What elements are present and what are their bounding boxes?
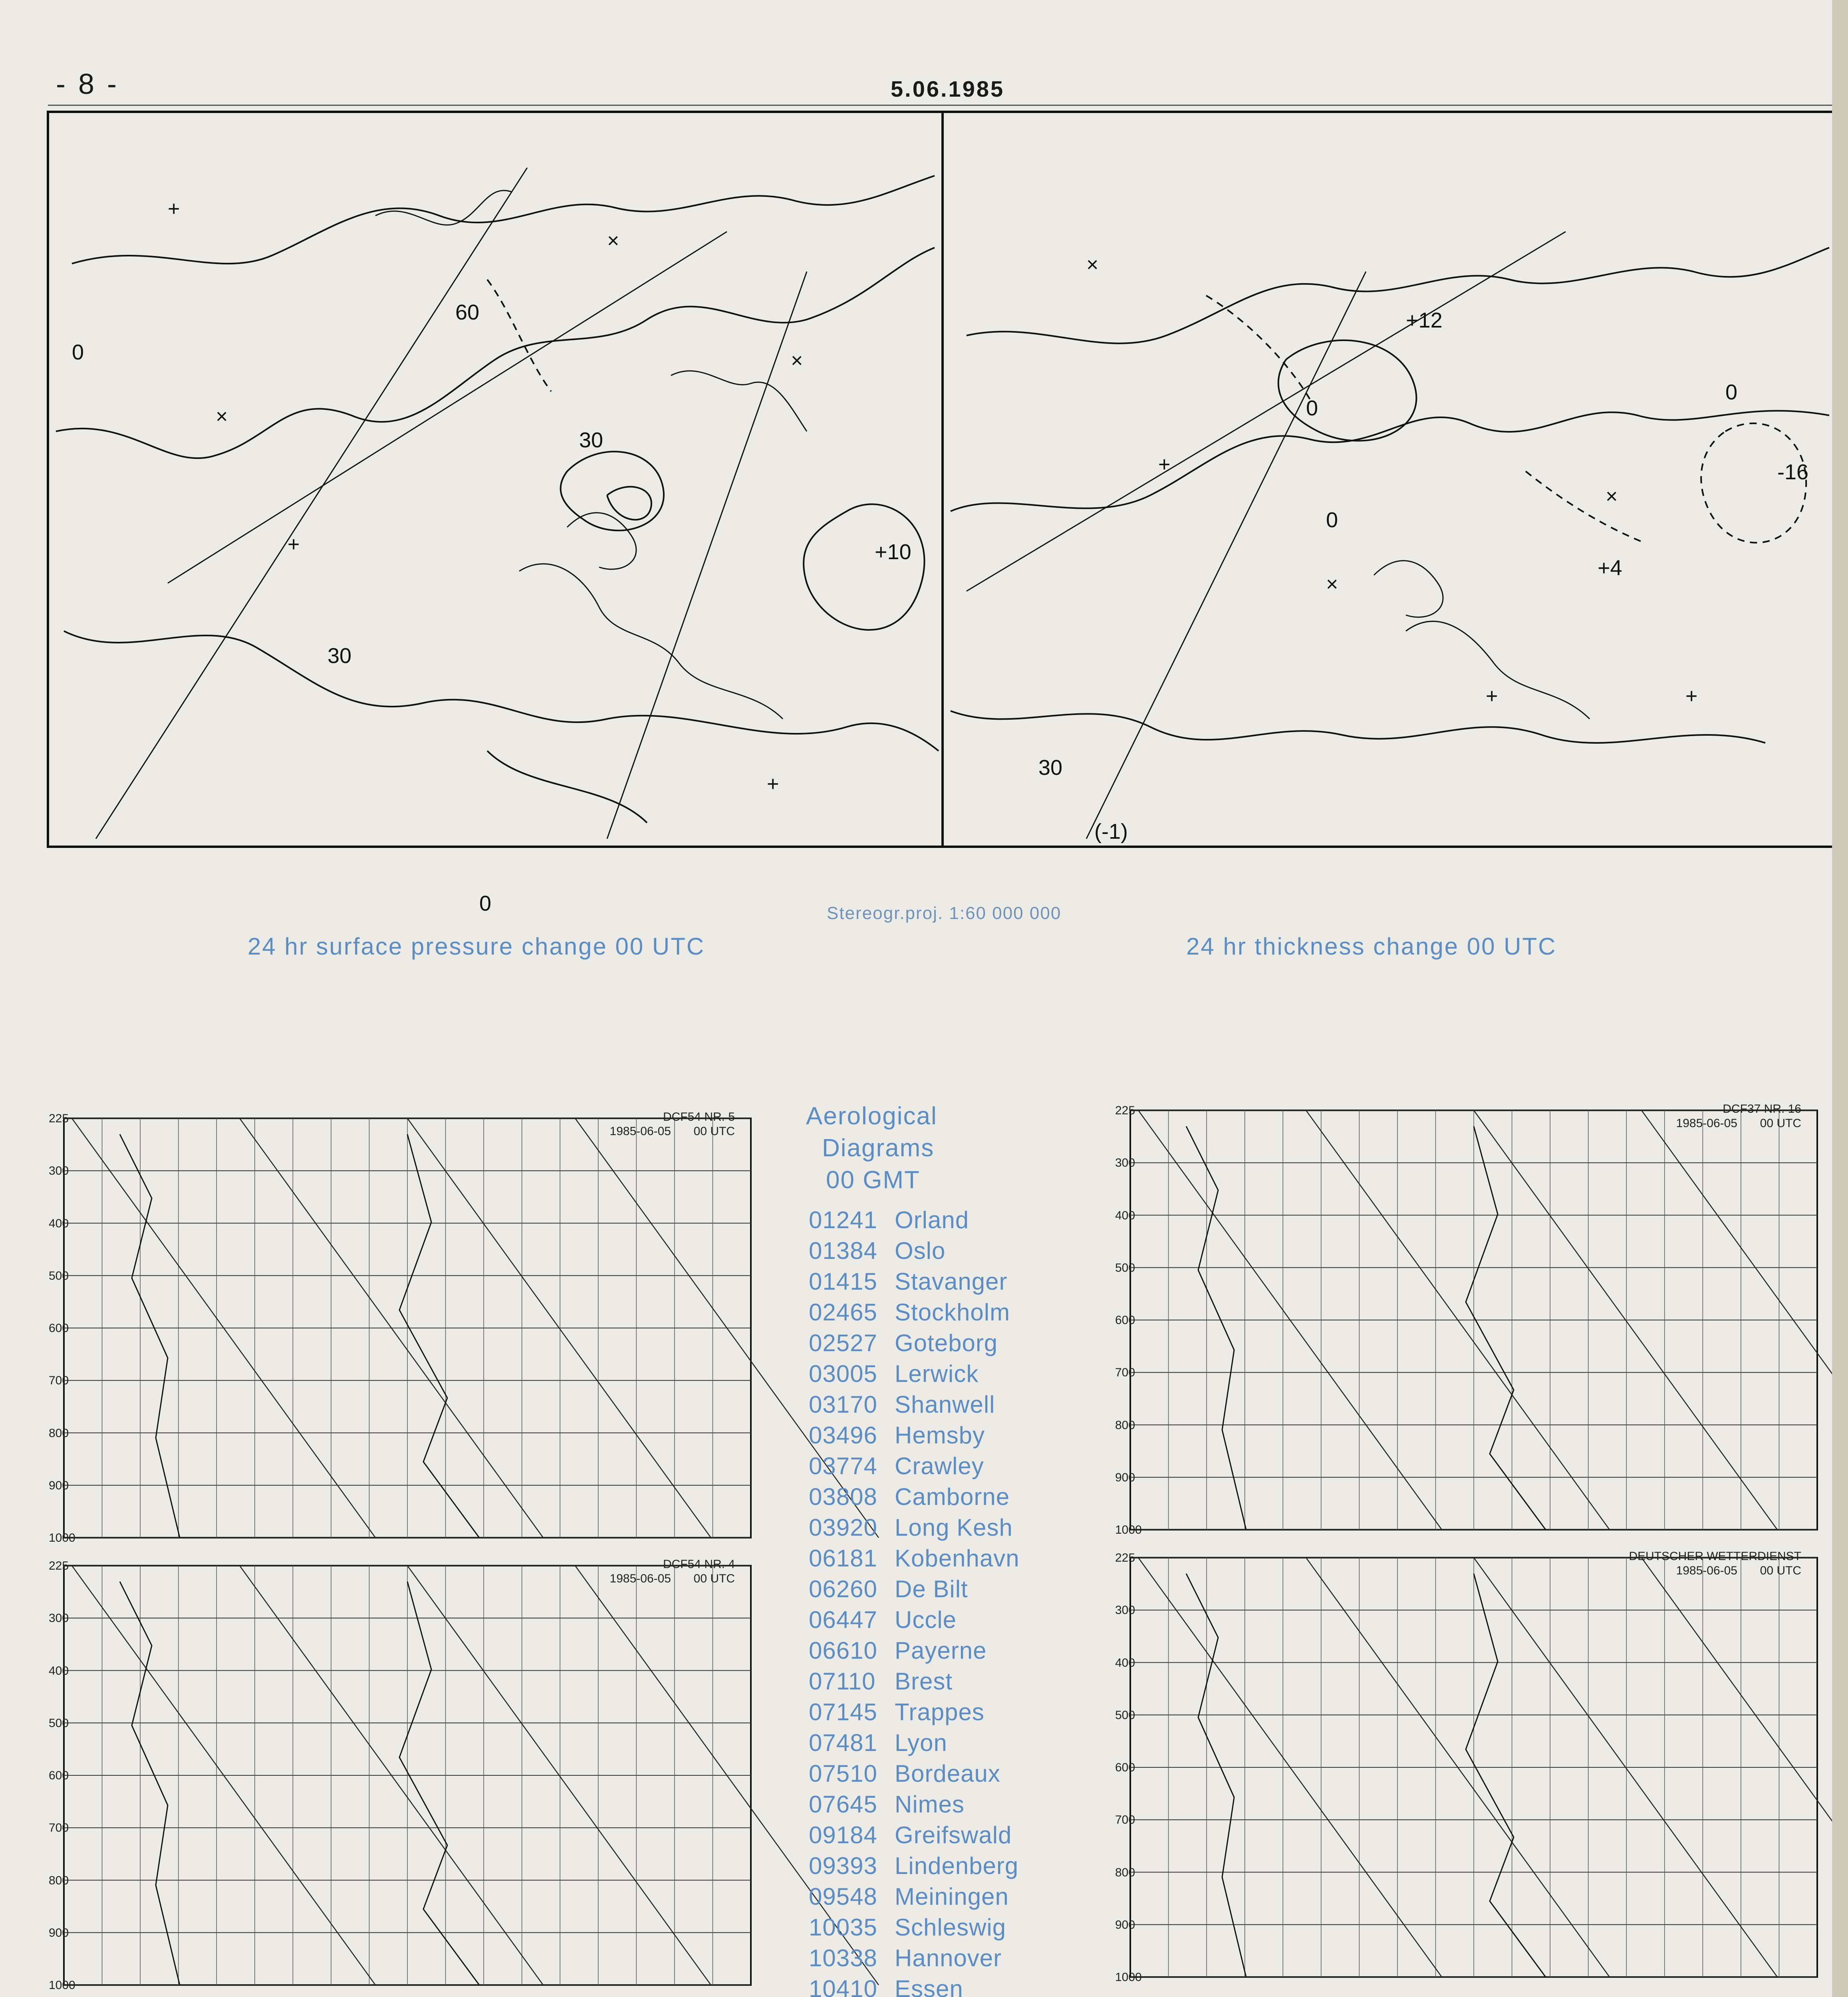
pressure-level-label: 400	[1115, 1209, 1135, 1222]
station-row	[809, 1944, 1002, 1972]
diagram-header: DEUTSCHER WETTERDIENST	[1629, 1550, 1801, 1563]
station-number: 01415	[809, 1268, 877, 1295]
right-map-caption: 24 hr thickness change 00 UTC	[1186, 933, 1557, 960]
pressure-level-label: 700	[1115, 1366, 1135, 1380]
station-number: 10035	[809, 1914, 877, 1941]
pressure-level-label: 600	[49, 1769, 69, 1782]
station-row	[809, 1483, 1010, 1511]
diagram-date: 1985-06-05	[1676, 1564, 1737, 1577]
aerological-diagram	[48, 1558, 767, 1997]
svg-text:+: +	[288, 533, 300, 556]
station-name: Trappes	[895, 1699, 985, 1725]
station-number: 09548	[809, 1883, 877, 1910]
station-row	[809, 1791, 965, 1818]
station-number: 06447	[809, 1606, 877, 1633]
pressure-level-label: 300	[49, 1612, 69, 1625]
svg-text:30: 30	[1038, 756, 1063, 780]
pressure-level-label: 1000	[1115, 1971, 1142, 1984]
pressure-level-label: 225	[49, 1559, 69, 1572]
svg-text:0: 0	[72, 340, 84, 364]
pressure-level-label: 500	[1115, 1708, 1135, 1722]
diagram-grid	[48, 1558, 767, 1997]
station-name: Stockholm	[895, 1299, 1010, 1326]
station-number: 09184	[809, 1822, 877, 1848]
diagram-date: 1985-06-05	[609, 1125, 671, 1138]
svg-text:0: 0	[1326, 508, 1338, 532]
pressure-level-label: 225	[1115, 1551, 1135, 1564]
svg-text:×: ×	[791, 349, 803, 372]
svg-text:×: ×	[1326, 573, 1338, 596]
aerological-diagram	[1114, 1550, 1833, 1993]
station-name: Lerwick	[895, 1360, 979, 1387]
station-number: 07510	[809, 1760, 877, 1787]
page-number: - 8 -	[56, 68, 119, 100]
station-number: 06610	[809, 1637, 877, 1664]
station-name: Oslo	[895, 1237, 946, 1264]
station-row	[809, 1575, 968, 1603]
station-row	[809, 1821, 1012, 1849]
station-number: 10410	[809, 1975, 877, 1997]
pressure-level-label: 300	[1115, 1156, 1135, 1170]
svg-text:30: 30	[579, 428, 603, 452]
pressure-level-label: 300	[1115, 1604, 1135, 1617]
station-row	[809, 1729, 947, 1757]
binding-gutter	[1832, 0, 1848, 1997]
pressure-level-label: 800	[49, 1426, 69, 1440]
station-number: 09393	[809, 1852, 877, 1879]
diagram-header: DCF37 NR. 16	[1723, 1102, 1801, 1116]
station-number: 02465	[809, 1299, 877, 1326]
station-name: Goteborg	[895, 1330, 998, 1356]
station-name: Meiningen	[895, 1883, 1009, 1910]
pressure-level-label: 300	[49, 1164, 69, 1178]
projection-note: Stereogr.proj. 1:60 000 000	[827, 903, 1062, 923]
station-row	[809, 1975, 963, 1997]
station-name: Essen	[895, 1975, 963, 1997]
station-name: De Bilt	[895, 1576, 968, 1602]
station-number: 07481	[809, 1729, 877, 1756]
page-date: 5.06.1985	[891, 76, 1005, 101]
station-number: 01384	[809, 1237, 877, 1264]
svg-text:+: +	[168, 197, 180, 220]
svg-text:+: +	[1486, 685, 1498, 708]
station-number: 06181	[809, 1545, 877, 1572]
station-row	[809, 1637, 987, 1664]
svg-text:+: +	[1685, 685, 1698, 708]
pressure-level-label: 700	[1115, 1813, 1135, 1827]
svg-text:+4: +4	[1598, 556, 1622, 580]
pressure-level-label: 500	[49, 1716, 69, 1730]
pressure-level-label: 225	[1115, 1104, 1135, 1117]
svg-text:+: +	[767, 772, 779, 796]
station-name: Lindenberg	[895, 1852, 1019, 1879]
station-number: 03774	[809, 1453, 877, 1479]
station-row	[809, 1268, 1008, 1295]
aerological-title-line-1: Aerological	[806, 1102, 937, 1130]
aerological-title	[806, 1100, 937, 1196]
pressure-level-label: 900	[49, 1479, 69, 1492]
station-number: 03808	[809, 1483, 877, 1510]
svg-text:×: ×	[216, 405, 228, 428]
svg-text:60: 60	[455, 300, 480, 324]
aerological-title-line-3: 00 GMT	[826, 1166, 920, 1194]
station-name: Long Kesh	[895, 1514, 1013, 1541]
station-row	[809, 1883, 1009, 1910]
svg-text:0: 0	[479, 891, 492, 915]
station-number: 07110	[809, 1668, 876, 1695]
station-row	[809, 1514, 1013, 1541]
station-name: Crawley	[895, 1453, 984, 1479]
station-row	[809, 1452, 984, 1480]
svg-text:30: 30	[328, 644, 352, 668]
svg-text:-16: -16	[1777, 460, 1809, 484]
diagram-grid	[48, 1110, 767, 1554]
station-row	[809, 1237, 945, 1265]
station-name: Orland	[895, 1207, 969, 1233]
station-name: Camborne	[895, 1483, 1010, 1510]
pressure-level-label: 600	[49, 1322, 69, 1335]
station-number: 02527	[809, 1330, 877, 1356]
pressure-level-label: 500	[49, 1269, 69, 1282]
station-row	[809, 1914, 1006, 1941]
pressure-level-label: 700	[49, 1374, 69, 1388]
diagram-header: DCF54 NR. 5	[663, 1110, 735, 1124]
diagram-grid	[1114, 1550, 1833, 1993]
station-name: Hannover	[895, 1945, 1002, 1971]
pressure-level-label: 900	[49, 1926, 69, 1939]
station-row	[809, 1329, 998, 1357]
pressure-level-label: 800	[1115, 1418, 1135, 1432]
station-number: 07145	[809, 1699, 877, 1725]
svg-text:×: ×	[1086, 253, 1099, 276]
station-row	[809, 1544, 1020, 1572]
station-number: 03496	[809, 1422, 877, 1449]
svg-text:+12: +12	[1406, 308, 1443, 332]
pressure-level-label: 400	[49, 1664, 69, 1677]
diagram-date: 1985-06-05	[1676, 1117, 1737, 1130]
station-number: 06260	[809, 1576, 877, 1602]
diagram-date: 1985-06-05	[609, 1572, 671, 1585]
station-row	[809, 1606, 957, 1634]
svg-text:×: ×	[607, 229, 619, 252]
diagram-grid	[1114, 1102, 1833, 1546]
station-row	[809, 1360, 979, 1388]
svg-text:0: 0	[1306, 396, 1318, 420]
station-row	[809, 1391, 995, 1418]
aerological-title-line-2: Diagrams	[822, 1134, 935, 1162]
station-name: Kobenhavn	[895, 1545, 1020, 1572]
pressure-level-label: 800	[1115, 1866, 1135, 1879]
station-row	[809, 1421, 985, 1449]
aerological-diagram	[1114, 1102, 1833, 1546]
station-number: 03920	[809, 1514, 877, 1541]
station-name: Stavanger	[895, 1268, 1008, 1295]
pressure-level-label: 1000	[1115, 1523, 1142, 1536]
svg-text:×: ×	[1606, 485, 1618, 508]
station-row	[809, 1206, 969, 1234]
left-map-caption: 24 hr surface pressure change 00 UTC	[248, 933, 705, 960]
station-number: 03170	[809, 1391, 877, 1418]
svg-text:0: 0	[1725, 380, 1738, 404]
pressure-level-label: 600	[1115, 1314, 1135, 1327]
station-number: 07645	[809, 1791, 877, 1818]
station-row	[809, 1760, 1000, 1787]
station-number: 01241	[809, 1207, 877, 1233]
diagram-time: 00 UTC	[693, 1125, 735, 1138]
station-name: Bordeaux	[895, 1760, 1000, 1787]
top-rule	[48, 105, 1833, 106]
station-name: Nimes	[895, 1791, 965, 1818]
pressure-level-label: 900	[1115, 1918, 1135, 1931]
station-name: Brest	[895, 1668, 953, 1695]
pressure-level-label: 225	[49, 1112, 69, 1125]
diagram-header: DCF54 NR. 4	[663, 1558, 735, 1571]
svg-text:+10: +10	[875, 540, 911, 564]
pressure-level-label: 1000	[49, 1531, 75, 1544]
pressure-level-label: 1000	[49, 1979, 75, 1992]
diagram-time: 00 UTC	[693, 1572, 735, 1585]
station-name: Lyon	[895, 1729, 947, 1756]
svg-text:(-1): (-1)	[1094, 820, 1128, 844]
diagram-time: 00 UTC	[1760, 1117, 1801, 1130]
station-name: Hemsby	[895, 1422, 985, 1449]
station-row	[809, 1852, 1018, 1880]
pressure-level-label: 800	[49, 1874, 69, 1887]
station-name: Uccle	[895, 1606, 957, 1633]
station-number: 03005	[809, 1360, 877, 1387]
pressure-level-label: 900	[1115, 1471, 1135, 1484]
pressure-level-label: 500	[1115, 1261, 1135, 1274]
pressure-level-label: 600	[1115, 1761, 1135, 1774]
aerological-diagram	[48, 1110, 767, 1554]
svg-text:+: +	[1158, 453, 1171, 476]
diagram-time: 00 UTC	[1760, 1564, 1801, 1577]
station-name: Shanwell	[895, 1391, 995, 1418]
station-number: 10338	[809, 1945, 877, 1971]
pressure-level-label: 400	[1115, 1656, 1135, 1669]
station-name: Payerne	[895, 1637, 987, 1664]
station-row	[809, 1698, 985, 1726]
pressure-level-label: 400	[49, 1217, 69, 1230]
station-row	[809, 1298, 1010, 1326]
station-name: Greifswald	[895, 1822, 1012, 1848]
pressure-level-label: 700	[49, 1821, 69, 1835]
station-row	[809, 1667, 953, 1695]
station-name: Schleswig	[895, 1914, 1006, 1941]
